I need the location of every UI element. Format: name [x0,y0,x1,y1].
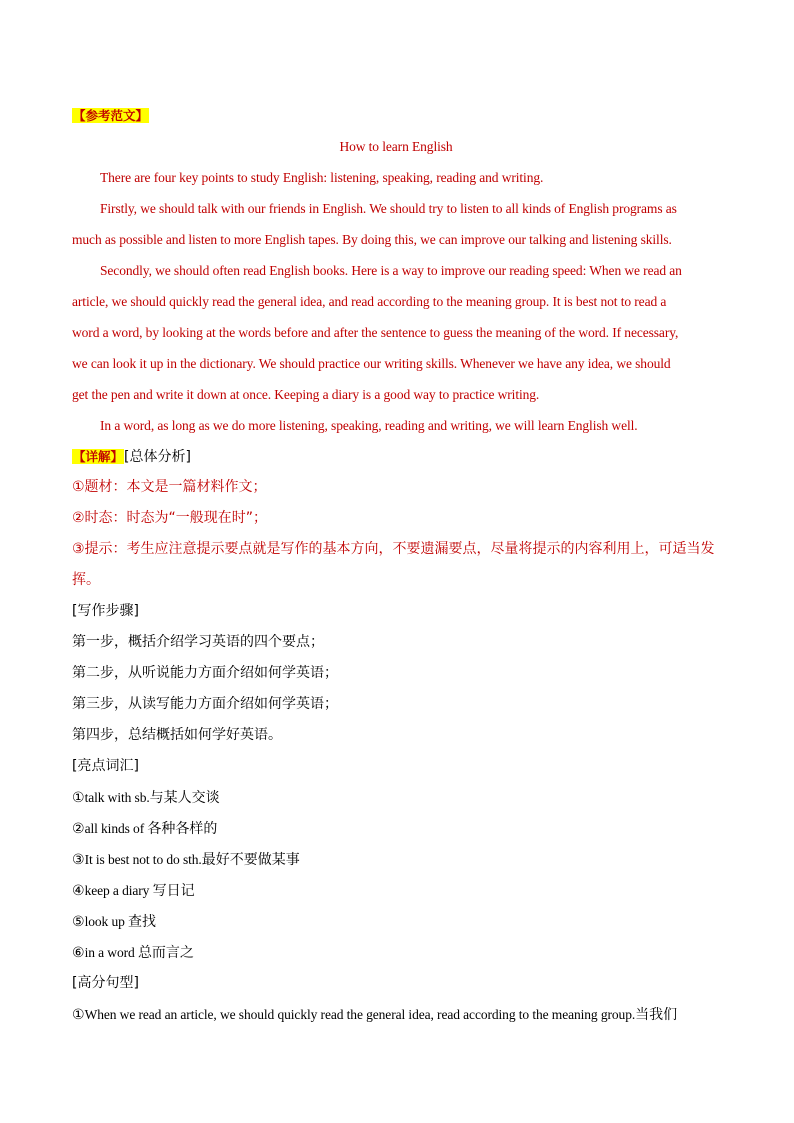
vocab-en: look up [84,914,129,929]
vocab-num: ⑤ [72,914,85,930]
essay-line: There are four key points to study English: listening, speaking, reading and writing. [100,170,544,185]
vocab-cn: 各种各样的 [147,821,218,837]
vocab-item [72,844,720,875]
essay-title: How to learn English [339,139,453,154]
vocab-heading: [亮点词汇] [72,758,139,774]
analysis-heading-line [72,441,720,472]
reference-tag-line [72,100,720,131]
vocab-num: ② [72,821,85,837]
step-item: 第四步，总结概括如何学好英语。 [72,727,282,743]
analysis-tag: 【详解】 [73,449,124,464]
reference-tag: 【参考范文】 [73,108,149,123]
vocab-cn: 最好不要做某事 [201,852,300,868]
analysis-item: ②时态：时态为“一般现在时”； [72,510,268,526]
essay-line: get the pen and write it down at once. Keeping a diary is a good way to practice writing. [72,387,540,402]
vocab-item [72,782,720,813]
vocab-cn: 查找 [128,914,157,930]
sentence-item [72,999,720,1030]
vocab-cn: 总而言之 [137,945,194,961]
vocab-en: talk with sb. [84,790,150,805]
vocab-en: all kinds of [84,821,148,836]
vocab-item [72,906,720,937]
vocab-item [72,937,720,968]
vocab-en: in a word [84,945,138,960]
sentence-num: ① [72,1007,85,1023]
essay-line: word a word, by looking at the words before and after the sentence to guess the meaning of the word. If necessary, [72,325,679,340]
vocab-cn: 写日记 [152,883,195,899]
step-item: 第二步，从听说能力方面介绍如何学英语； [72,665,338,681]
essay-line: Secondly, we should often read English books. Here is a way to improve our reading speed: When we read an [100,263,682,278]
sentences-heading: [高分句型] [72,975,139,991]
vocab-item [72,813,720,844]
essay-line: In a word, as long as we do more listening, speaking, reading and writing, we will learn English well. [100,418,638,433]
essay-line: much as possible and listen to more English tapes. By doing this, we can improve our talking and listening skills. [72,232,672,247]
vocab-num: ⑥ [72,945,85,961]
steps-heading: [写作步骤] [72,603,139,619]
vocab-en: keep a diary [84,883,153,898]
vocab-cn: 与某人交谈 [149,790,220,806]
vocab-item [72,875,720,906]
vocab-num: ④ [72,883,85,899]
analysis-item: 挥。 [72,572,100,588]
vocab-num: ③ [72,852,85,868]
analysis-item: ③提示：考生应注意提示要点就是写作的基本方向，不要遗漏要点，尽量将提示的内容利用上，可适当发 [72,541,715,557]
vocab-num: ① [72,790,85,806]
step-item: 第三步，从读写能力方面介绍如何学英语； [72,696,338,712]
essay-line: article, we should quickly read the general idea, and read according to the meaning group. It is best not to read a [72,294,667,309]
essay-line: we can look it up in the dictionary. We should practice our writing skills. Whenever we have any idea, we should [72,356,671,371]
vocab-en: It is best not to do sth. [84,852,202,867]
step-item: 第一步，概括介绍学习英语的四个要点； [72,634,324,650]
essay-line: Firstly, we should talk with our friends in English. We should try to listen to all kinds of English programs as [100,201,677,216]
document-content [72,100,720,1030]
sentence-en: When we read an article, we should quickly read the general idea, read according to the meaning group. [84,1007,636,1022]
sentence-cn: 当我们 [635,1007,678,1023]
analysis-item: ①题材：本文是一篇材料作文； [72,479,267,495]
analysis-heading: [总体分析] [124,449,191,465]
